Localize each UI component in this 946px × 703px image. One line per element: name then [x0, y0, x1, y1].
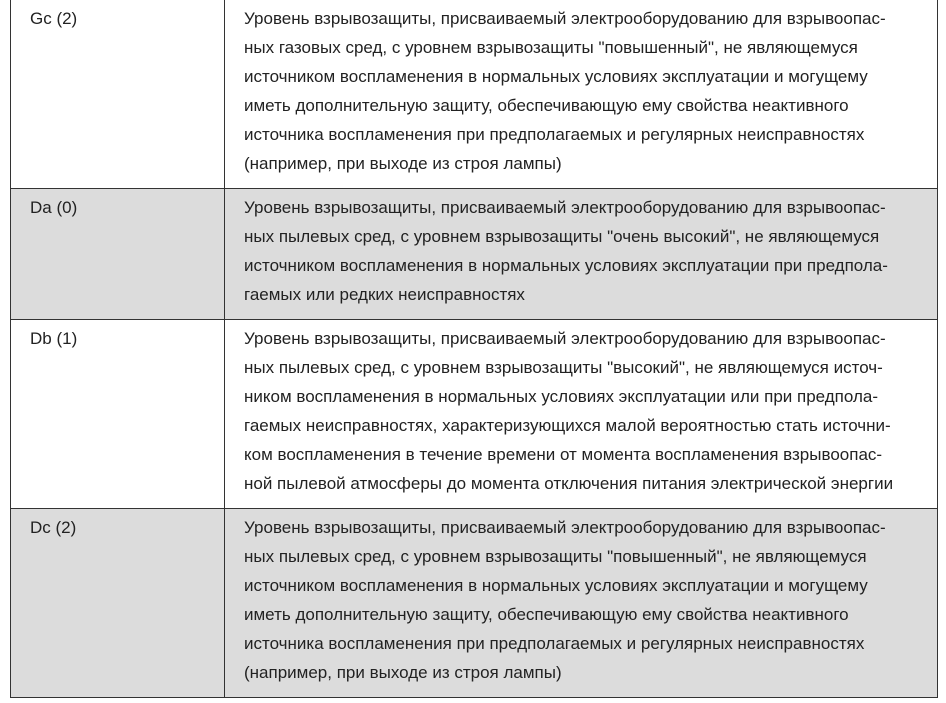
description-line: ком воспламенения в течение времени от момента воспламенения взрывоопас-: [244, 445, 883, 464]
description-line: источника воспламенения при предполагаемых и регулярных неисправностях: [244, 125, 865, 144]
description-line: ных газовых сред, с уровнем взрывозащиты "повышенный", не являющемуся: [244, 38, 858, 57]
level-code: Gc (2): [30, 9, 78, 28]
level-code: Da (0): [30, 198, 78, 217]
description-line: источника воспламенения при предполагаемых и регулярных неисправностях: [244, 634, 865, 653]
table-row: [11, 320, 938, 509]
description-line: источником воспламенения в нормальных условиях эксплуатации и могущему: [244, 67, 868, 86]
description-line: (например, при выходе из строя лампы): [244, 663, 562, 682]
level-description-cell: [225, 320, 938, 509]
description-line: иметь дополнительную защиту, обеспечивающую ему свойства неактивного: [244, 96, 849, 115]
level-code: Dc (2): [30, 518, 77, 537]
level-description-cell: [225, 189, 938, 320]
description-line: ных пылевых сред, с уровнем взрывозащиты "очень высокий", не являющемуся: [244, 227, 880, 246]
table-body: [11, 0, 938, 698]
description-line: Уровень взрывозащиты, присваиваемый электрооборудованию для взрывоопас-: [244, 9, 886, 28]
description-line: источником воспламенения в нормальных условиях эксплуатации и могущему: [244, 576, 868, 595]
level-description-cell: [225, 0, 938, 189]
level-code-cell: [11, 0, 225, 189]
table-row: [11, 189, 938, 320]
table-row: [11, 509, 938, 698]
description-line: Уровень взрывозащиты, присваиваемый электрооборудованию для взрывоопас-: [244, 198, 886, 217]
level-code: Db (1): [30, 329, 78, 348]
level-code-cell: [11, 320, 225, 509]
description-line: гаемых неисправностях, характеризующихся малой вероятностью стать источни-: [244, 416, 891, 435]
description-line: гаемых или редких неисправностях: [244, 285, 525, 304]
description-line: ных пылевых сред, с уровнем взрывозащиты "повышенный", не являющемуся: [244, 547, 867, 566]
description-line: Уровень взрывозащиты, присваиваемый электрооборудованию для взрывоопас-: [244, 329, 886, 348]
description-line: иметь дополнительную защиту, обеспечивающую ему свойства неактивного: [244, 605, 849, 624]
level-description-cell: [225, 509, 938, 698]
description-line: (например, при выходе из строя лампы): [244, 154, 562, 173]
description-line: Уровень взрывозащиты, присваиваемый электрооборудованию для взрывоопас-: [244, 518, 886, 537]
protection-level-table: [10, 0, 938, 698]
table-row: [11, 0, 938, 189]
description-line: ником воспламенения в нормальных условиях эксплуатации или при предпола-: [244, 387, 878, 406]
level-code-cell: [11, 189, 225, 320]
level-code-cell: [11, 509, 225, 698]
description-line: источником воспламенения в нормальных условиях эксплуатации при предпола-: [244, 256, 888, 275]
description-line: ных пылевых сред, с уровнем взрывозащиты "высокий", не являющемуся источ-: [244, 358, 883, 377]
description-line: ной пылевой атмосферы до момента отключения питания электрической энергии: [244, 474, 894, 493]
